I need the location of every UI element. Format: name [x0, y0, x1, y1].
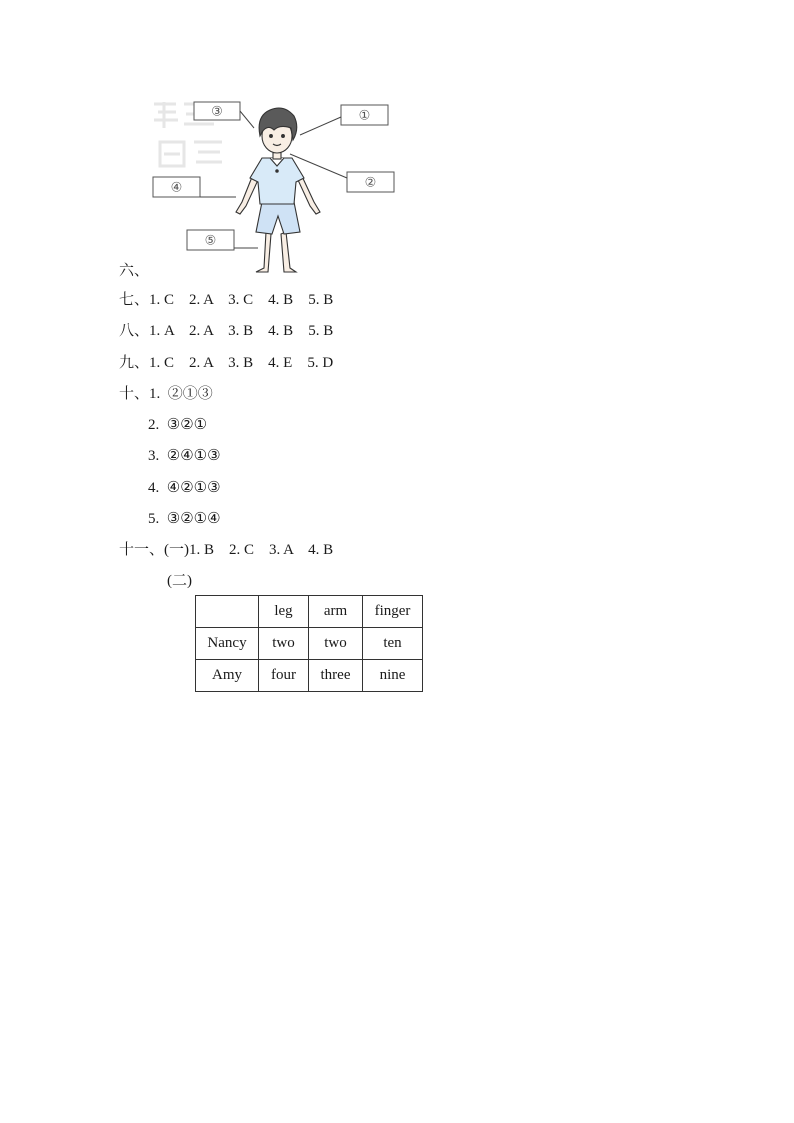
- answer-section-11-part-2-label: (二): [167, 573, 192, 589]
- table-cell: two: [259, 628, 309, 660]
- table-row: [196, 628, 423, 660]
- table-cell: four: [259, 660, 309, 692]
- label-2: ②: [364, 174, 377, 190]
- answer-section-10-item-2: 2. ③②①: [148, 417, 208, 433]
- label-1: ①: [358, 107, 371, 123]
- answer-section-10-item-4: 4. ④②①③: [148, 480, 221, 496]
- table-row: [196, 660, 423, 692]
- table-cell: two: [309, 628, 363, 660]
- answer-section-10-item-1: 十、1. ②①③: [119, 386, 213, 402]
- table-cell: ten: [363, 628, 423, 660]
- table-header-row: [196, 596, 423, 628]
- table-cell: nine: [363, 660, 423, 692]
- label-5: ⑤: [204, 232, 217, 248]
- pointer-line-1: [300, 117, 341, 135]
- table-header-cell: finger: [363, 596, 423, 628]
- table-header-cell: arm: [309, 596, 363, 628]
- boy-body-parts-figure: [150, 98, 400, 276]
- table-cell: Nancy: [196, 628, 259, 660]
- label-4: ④: [170, 179, 183, 195]
- answer-table: [195, 595, 423, 692]
- answer-section-8: 八、1. A 2. A 3. B 4. B 5. B: [119, 323, 334, 339]
- answer-section-10-item-5: 5. ③②①④: [148, 511, 221, 527]
- pointer-line-3: [240, 111, 254, 128]
- answer-section-10-item-3: 3. ②④①③: [148, 448, 221, 464]
- table-header-cell: leg: [259, 596, 309, 628]
- table-cell: three: [309, 660, 363, 692]
- table-cell: Amy: [196, 660, 259, 692]
- answer-section-7: 七、1. C 2. A 3. C 4. B 5. B: [119, 292, 334, 308]
- answer-section-11-part-1: 十一、(一)1. B 2. C 3. A 4. B: [119, 542, 334, 558]
- answer-section-6: 六、: [119, 263, 150, 279]
- label-3: ③: [211, 103, 223, 119]
- boy-illustration: [236, 108, 320, 272]
- answer-section-9: 九、1. C 2. A 3. B 4. E 5. D: [119, 355, 334, 371]
- table-header-cell: [196, 596, 259, 628]
